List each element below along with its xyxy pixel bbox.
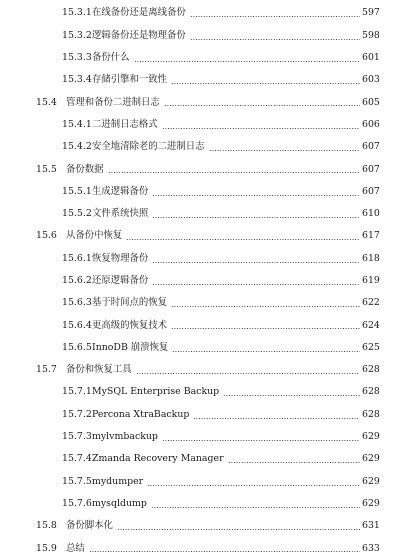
toc-entry-number: 15.6.4 <box>62 319 92 331</box>
toc-entry-number: 15.3.2 <box>62 29 92 41</box>
toc-subsection-entry <box>0 426 406 448</box>
toc-entry-number: 15.4.1 <box>62 118 92 130</box>
dot-leader <box>209 150 360 151</box>
toc-subsection-entry <box>0 247 406 269</box>
toc-subsection-entry <box>0 314 406 336</box>
toc-entry-page-number: 622 <box>362 297 380 309</box>
dot-leader <box>152 217 360 218</box>
toc-entry-title: 备份什么 <box>92 52 130 64</box>
toc-entry-title: 备份数据 <box>66 163 104 175</box>
toc-entry-page-number: 610 <box>362 208 380 220</box>
toc-entry-number: 15.5.1 <box>62 185 92 197</box>
toc-section-entry <box>0 359 406 381</box>
toc-entry-number: 15.6 <box>36 230 57 242</box>
dot-leader <box>152 195 360 196</box>
toc-entry-number: 15.3.3 <box>62 52 92 64</box>
toc-section-entry <box>0 537 406 559</box>
toc-entry-page-number: 605 <box>362 96 380 108</box>
toc-entry-page-number: 628 <box>362 386 380 398</box>
toc-subsection-entry <box>0 47 406 69</box>
toc-entry-page-number: 597 <box>362 7 380 19</box>
toc-entry-title: 基于时间点的恢复 <box>92 297 168 309</box>
toc-entry-number: 15.5.2 <box>62 208 92 220</box>
toc-subsection-entry <box>0 448 406 470</box>
toc-entry-title: mydumper <box>92 475 144 487</box>
toc-entry-number: 15.5 <box>36 163 57 175</box>
toc-entry-title: mysqldump <box>92 497 147 509</box>
toc-entry-number: 15.7.3 <box>62 431 92 443</box>
dot-leader <box>171 306 360 307</box>
dot-leader <box>190 16 360 17</box>
toc-entry-title: 还原逻辑备份 <box>92 275 149 286</box>
toc-entry-page-number: 629 <box>362 431 380 443</box>
toc-entry-title: 备份脚本化 <box>66 520 113 532</box>
toc-entry-number: 15.7 <box>36 364 57 376</box>
toc-subsection-entry <box>0 381 406 403</box>
toc-subsection-entry <box>0 113 406 135</box>
toc-entry-page-number: 629 <box>362 475 380 487</box>
toc-subsection-entry <box>0 203 406 225</box>
toc-entry-page-number: 624 <box>362 319 380 331</box>
toc-entry-title: 更高级的恢复技术 <box>92 319 168 331</box>
toc-entry-page-number: 629 <box>362 453 380 465</box>
toc-subsection-entry <box>0 69 406 91</box>
dot-leader <box>117 529 360 530</box>
toc-entry-page-number: 598 <box>362 29 380 41</box>
toc-subsection-entry <box>0 136 406 158</box>
toc-entry-page-number: 607 <box>362 163 380 175</box>
toc-entry-title: 生成逻辑备份 <box>92 185 149 197</box>
toc-entry-number: 15.7.4 <box>62 453 92 465</box>
dot-leader <box>89 551 360 552</box>
toc-subsection-entry <box>0 470 406 492</box>
toc-entry-number: 15.4.2 <box>62 141 92 153</box>
toc-entry-title: 存储引擎和一致性 <box>92 74 168 86</box>
dot-leader <box>193 418 360 419</box>
toc-subsection-entry <box>0 493 406 515</box>
toc-subsection-entry <box>0 270 406 292</box>
toc-entry-title: mylvmbackup <box>92 431 158 443</box>
toc-section-entry <box>0 158 406 180</box>
toc-entry-page-number: 628 <box>362 364 380 376</box>
dot-leader <box>172 351 360 352</box>
toc-entry-number: 15.6.2 <box>62 275 92 286</box>
table-of-contents <box>0 2 406 559</box>
toc-entry-title: InnoDB 崩溃恢复 <box>92 341 169 353</box>
toc-entry-number: 15.7.1 <box>62 386 92 398</box>
toc-entry-page-number: 606 <box>362 118 380 130</box>
toc-entry-number: 15.7.2 <box>62 408 92 420</box>
toc-entry-title: 在线备份还是离线备份 <box>92 7 186 19</box>
toc-entry-number: 15.8 <box>36 520 57 532</box>
toc-entry-page-number: 628 <box>362 408 380 420</box>
dot-leader <box>152 262 360 263</box>
toc-entry-title: 从备份中恢复 <box>66 230 123 242</box>
dot-leader <box>152 284 360 285</box>
toc-entry-title: 文件系统快照 <box>92 208 149 220</box>
toc-entry-number: 15.6.3 <box>62 297 92 309</box>
toc-entry-title: 总结 <box>66 542 85 554</box>
toc-subsection-entry <box>0 292 406 314</box>
toc-entry-number: 15.3.4 <box>62 74 92 86</box>
toc-entry-page-number: 625 <box>362 341 380 353</box>
toc-entry-title: Percona XtraBackup <box>92 408 190 420</box>
toc-entry-number: 15.4 <box>36 96 57 108</box>
toc-entry-page-number: 607 <box>362 141 380 153</box>
dot-leader <box>136 373 360 374</box>
dot-leader <box>162 440 360 441</box>
toc-subsection-entry <box>0 2 406 24</box>
toc-entry-number: 15.6.5 <box>62 341 92 353</box>
toc-section-entry <box>0 515 406 537</box>
toc-subsection-entry <box>0 403 406 425</box>
toc-entry-title: Zmanda Recovery Manager <box>92 453 224 465</box>
toc-entry-page-number: 603 <box>362 74 380 86</box>
dot-leader <box>108 172 360 173</box>
toc-entry-page-number: 631 <box>362 520 380 532</box>
toc-section-entry <box>0 91 406 113</box>
toc-subsection-entry <box>0 24 406 46</box>
toc-entry-number: 15.7.6 <box>62 497 92 509</box>
toc-entry-number: 15.7.5 <box>62 475 92 487</box>
dot-leader <box>171 328 360 329</box>
toc-entry-page-number: 619 <box>362 275 380 286</box>
toc-entry-page-number: 617 <box>362 230 380 242</box>
toc-entry-page-number: 629 <box>362 497 380 509</box>
dot-leader <box>171 83 360 84</box>
dot-leader <box>126 239 360 240</box>
toc-entry-title: 安全地清除老的二进制日志 <box>92 141 205 153</box>
toc-section-entry <box>0 225 406 247</box>
dot-leader <box>134 61 360 62</box>
dot-leader <box>223 395 360 396</box>
dot-leader <box>164 105 360 106</box>
dot-leader <box>190 39 360 40</box>
dot-leader <box>147 485 360 486</box>
toc-entry-title: 备份和恢复工具 <box>66 364 132 376</box>
toc-entry-number: 15.6.1 <box>62 252 92 264</box>
toc-entry-title: 恢复物理备份 <box>92 252 149 264</box>
toc-entry-number: 15.9 <box>36 542 57 554</box>
toc-entry-page-number: 618 <box>362 252 380 264</box>
toc-entry-page-number: 633 <box>362 542 380 554</box>
toc-entry-number: 15.3.1 <box>62 7 92 19</box>
dot-leader <box>162 128 360 129</box>
toc-subsection-entry <box>0 180 406 202</box>
toc-entry-page-number: 601 <box>362 52 380 64</box>
toc-entry-title: 管理和备份二进制日志 <box>66 96 160 108</box>
toc-entry-page-number: 607 <box>362 185 380 197</box>
toc-entry-title: 二进制日志格式 <box>92 118 158 130</box>
toc-entry-title: MySQL Enterprise Backup <box>92 386 220 398</box>
dot-leader <box>228 462 360 463</box>
toc-entry-title: 逻辑备份还是物理备份 <box>92 29 186 41</box>
dot-leader <box>151 507 360 508</box>
toc-subsection-entry <box>0 336 406 358</box>
